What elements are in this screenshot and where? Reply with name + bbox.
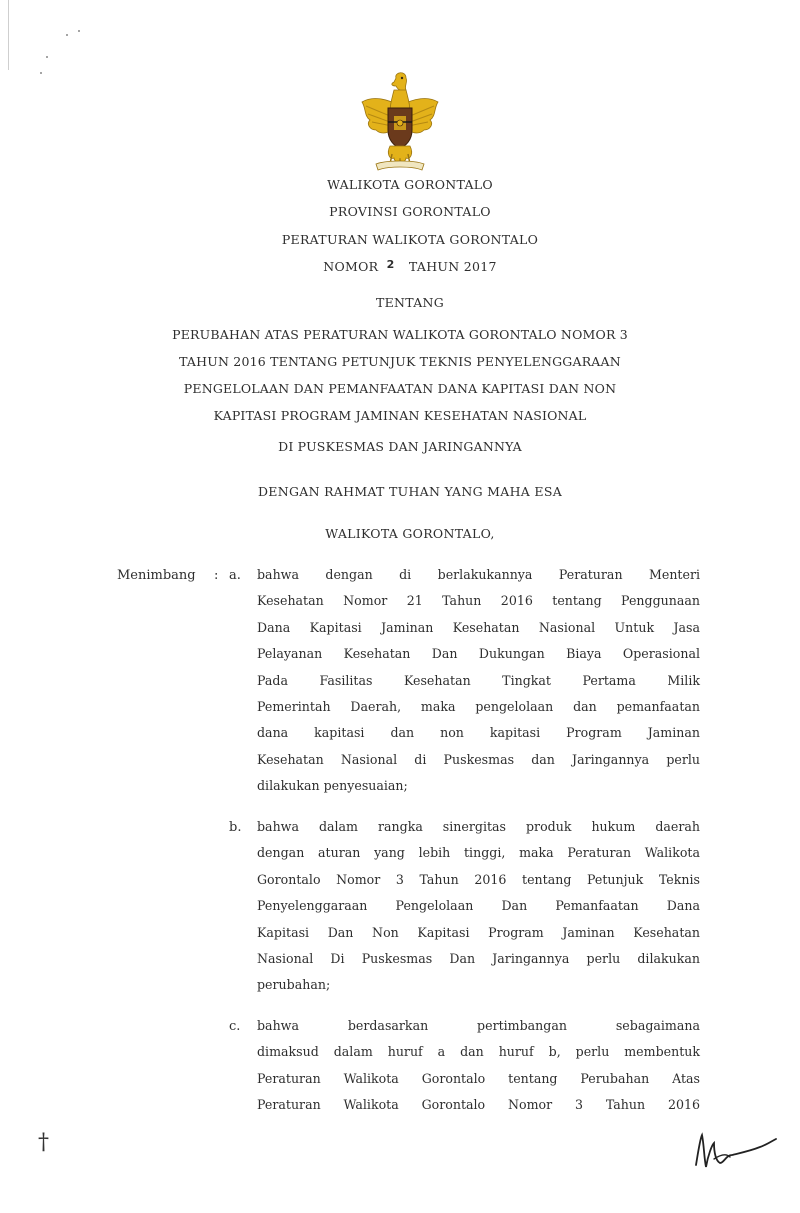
tahun-label: TAHUN 2017 [408, 259, 497, 274]
scan-speck [46, 56, 48, 58]
scan-edge-line [8, 0, 9, 70]
text-line: Dana Kapitasi Jaminan Kesehatan Nasional Untuk Jasa [257, 619, 700, 635]
scan-speck [78, 30, 80, 32]
text-line: bahwa dalam rangka sinergitas produk hukum daerah [257, 819, 700, 834]
item-marker: a. [229, 568, 241, 583]
text-line: Penyelenggaraan Pengelolaan Dan Pemanfaatan Dana [257, 898, 700, 914]
scan-speck [66, 34, 68, 36]
title-line: KAPITASI PROGRAM JAMINAN KESEHATAN NASIONAL [213, 408, 587, 423]
handwritten-number: 2 [386, 258, 395, 271]
item-marker: b. [229, 820, 242, 835]
text-line: bahwa berdasarkan pertimbangan sebagaimana [257, 1018, 700, 1033]
item-marker: c. [229, 1019, 241, 1034]
title-line: PERUBAHAN ATAS PERATURAN WALIKOTA GORONTALO NOMOR 3 [172, 327, 628, 342]
margin-tick-mark: † [38, 1130, 49, 1155]
garuda-emblem-icon [350, 68, 450, 178]
header-regulation-number [0, 259, 800, 274]
text-line: Kesehatan Nomor 21 Tahun 2016 tentang Penggunaan [257, 593, 700, 609]
tentang-heading: TENTANG [375, 295, 445, 310]
text-line: dilakukan penyesuaian; [257, 778, 408, 794]
title-line: TAHUN 2016 TENTANG PETUNJUK TEKNIS PENYELENGGARAAN [179, 354, 621, 369]
scan-speck [40, 72, 42, 74]
title-line: DI PUSKESMAS DAN JARINGANNYA [278, 439, 522, 454]
text-line: bahwa dengan di berlakukannya Peraturan Menteri [257, 567, 700, 582]
text-line: dimaksud dalam huruf a dan huruf b, perlu membentuk [257, 1044, 700, 1060]
text-line: Pada Fasilitas Kesehatan Tingkat Pertama Milik [257, 672, 700, 688]
rahmat-line: DENGAN RAHMAT TUHAN YANG MAHA ESA [257, 484, 563, 499]
menimbang-label: Menimbang [117, 568, 196, 583]
signature-initial-icon [690, 1125, 780, 1175]
text-line: Nasional Di Puskesmas Dan Jaringannya perlu dilakukan [257, 951, 700, 967]
walikota-line: WALIKOTA GORONTALO, [325, 526, 495, 541]
nomor-label: NOMOR [323, 259, 379, 274]
text-line: Peraturan Walikota Gorontalo tentang Perubahan Atas [257, 1070, 700, 1086]
text-line: dana kapitasi dan non kapitasi Program Jaminan [257, 725, 700, 741]
text-line: Kesehatan Nasional di Puskesmas dan Jaringannya perlu [257, 751, 700, 767]
consideration-item-a [257, 562, 700, 800]
text-line: Pemerintah Daerah, maka pengelolaan dan pemanfaatan [257, 699, 700, 715]
text-line: Peraturan Walikota Gorontalo Nomor 3 Tahun 2016 [257, 1097, 700, 1113]
text-line: Pelayanan Kesehatan Dan Dukungan Biaya Operasional [257, 646, 700, 662]
title-line: PENGELOLAAN DAN PEMANFAATAN DANA KAPITASI DAN NON [183, 381, 617, 396]
menimbang-colon: : [214, 568, 219, 583]
consideration-item-c [257, 1013, 700, 1119]
text-line: perubahan; [257, 977, 331, 993]
header-issuer: WALIKOTA GORONTALO [327, 177, 493, 192]
header-regulation-type: PERATURAN WALIKOTA GORONTALO [281, 232, 539, 247]
text-line: Gorontalo Nomor 3 Tahun 2016 tentang Petunjuk Teknis [257, 871, 700, 887]
text-line: Kapitasi Dan Non Kapitasi Program Jaminan Kesehatan [257, 924, 700, 940]
consideration-item-b [257, 814, 700, 999]
text-line: dengan aturan yang lebih tinggi, maka Peraturan Walikota [257, 845, 700, 861]
header-province: PROVINSI GORONTALO [329, 204, 491, 219]
